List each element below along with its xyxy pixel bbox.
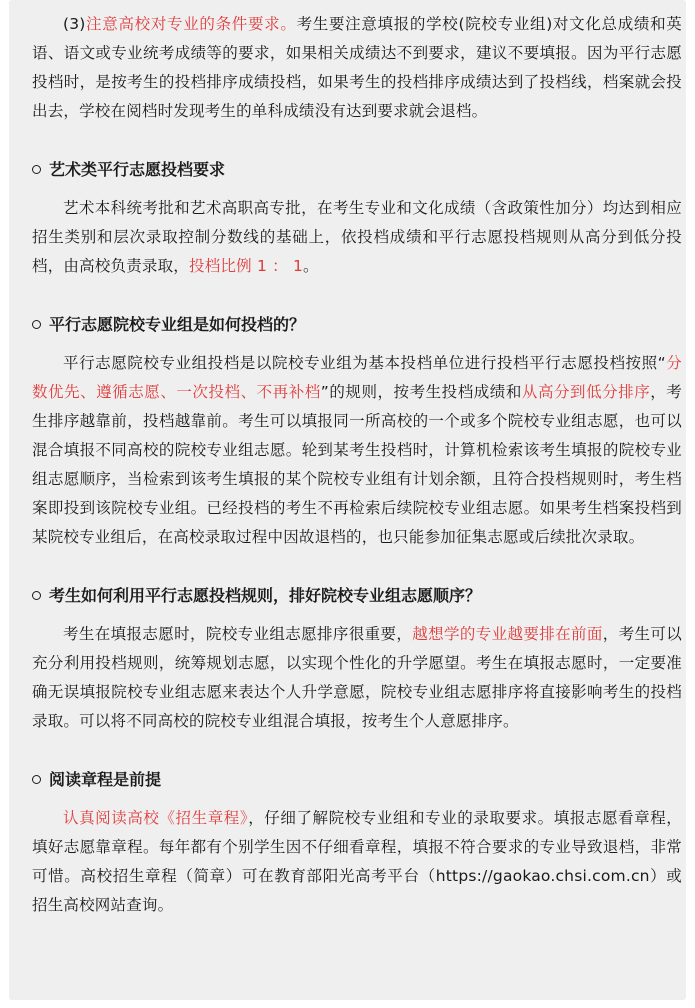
paragraph-parallel bbox=[32, 349, 682, 552]
circle-bullet-icon bbox=[32, 165, 41, 174]
paragraph-text: ，考生可以充分利用投档规则，统筹规划志愿，以实现个性化的升学愿望。考生在填报志愿时，一定要准确无误填报院校专业组志愿来表达个人升学意愿，院校专业组志愿排序将直接影响考生的投档录取。可以将不同高校的院校专业组混合填报，按考生个人意愿排序。 bbox=[32, 625, 682, 730]
section-heading-charter bbox=[32, 765, 682, 794]
paragraph-text: ，考生排序越靠前，投档越靠前。考生可以填报同一所高校的一个或多个院校专业组志愿，也可以混合填报不同高校的院校专业组志愿。轮到某考生投档时，计算机检索该考生填报的院校专业组志愿顺序，当检索到该考生填报的某个院校专业组有计划余额，且符合投档规则时，考生档案即投到该院校专业组。已经投档的考生不再检索后续院校专业组志愿。如果考生档案投档到某院校专业组后，在高校录取过程中因故退档的，也只能参加征集志愿或后续批次录取。 bbox=[32, 383, 683, 546]
paragraph-text: ”的规则，按考生投档成绩和 bbox=[320, 383, 522, 401]
highlight-text: 越想学的专业越要排在前面 bbox=[412, 625, 603, 643]
article-card bbox=[9, 0, 686, 1000]
paragraph-text: 考生在填报志愿时，院校专业组志愿排序很重要， bbox=[63, 625, 413, 643]
paragraph-tail: 。 bbox=[303, 257, 319, 275]
paragraph-prefix: (3) bbox=[63, 15, 86, 33]
highlight-text: 分数优先、遵循志愿、一次投档、不再补档 bbox=[32, 354, 682, 401]
highlight-text: 投档比例 1 ： 1 bbox=[189, 257, 304, 275]
paragraph-order bbox=[32, 620, 682, 736]
paragraph-text: 平行志愿院校专业组投档是以院校专业组为基本投档单位进行投档平行志愿投档按照“ bbox=[63, 354, 666, 372]
article-content bbox=[32, 10, 682, 920]
paragraph-condition-requirements bbox=[32, 10, 682, 126]
highlight-text: 注意高校对专业的条件要求。 bbox=[85, 15, 297, 33]
section-heading-text: 艺术类平行志愿投档要求 bbox=[49, 160, 226, 179]
paragraph-charter bbox=[32, 804, 682, 920]
section-heading-order bbox=[32, 581, 682, 610]
circle-bullet-icon bbox=[32, 775, 41, 784]
section-heading-text: 考生如何利用平行志愿投档规则，排好院校专业组志愿顺序？ bbox=[49, 586, 482, 605]
paragraph-text: ，仔细了解院校专业组和专业的录取要求。填报志愿看章程，填好志愿靠章程。每年都有个别学生因不仔细看章程，填报不符合要求的专业导致退档，非常可惜。高校招生章程（简章）可在教育部阳光高考平台（https://gaokao.chsi.com.cn）或招生高校网站查询。 bbox=[32, 809, 682, 914]
paragraph-text: 考生要注意填报的学校(院校专业组)对文化总成绩和英语、语文或专业统考成绩等的要求，如果相关成绩达不到要求，建议不要填报。因为平行志愿投档时，是按考生的投档排序成绩投档，如果考生的投档排序成绩达到了投档线，档案就会投出去，学校在阅档时发现考生的单科成绩没有达到要求就会退档。 bbox=[32, 15, 682, 120]
circle-bullet-icon bbox=[32, 591, 41, 600]
section-heading-art bbox=[32, 155, 682, 184]
highlight-text: 认真阅读高校《招生章程》 bbox=[63, 809, 249, 827]
section-heading-parallel bbox=[32, 310, 682, 339]
section-heading-text: 阅读章程是前提 bbox=[49, 770, 162, 789]
highlight-text: 从高分到低分排序 bbox=[521, 383, 651, 401]
section-heading-text: 平行志愿院校专业组是如何投档的？ bbox=[49, 315, 306, 334]
circle-bullet-icon bbox=[32, 320, 41, 329]
paragraph-text: 艺术本科统考批和艺术高职高专批，在考生专业和文化成绩（含政策性加分）均达到相应招生类别和层次录取控制分数线的基础上，依投档成绩和平行志愿投档规则从高分到低分投档，由高校负责录取， bbox=[32, 199, 682, 275]
paragraph-art bbox=[32, 194, 682, 281]
